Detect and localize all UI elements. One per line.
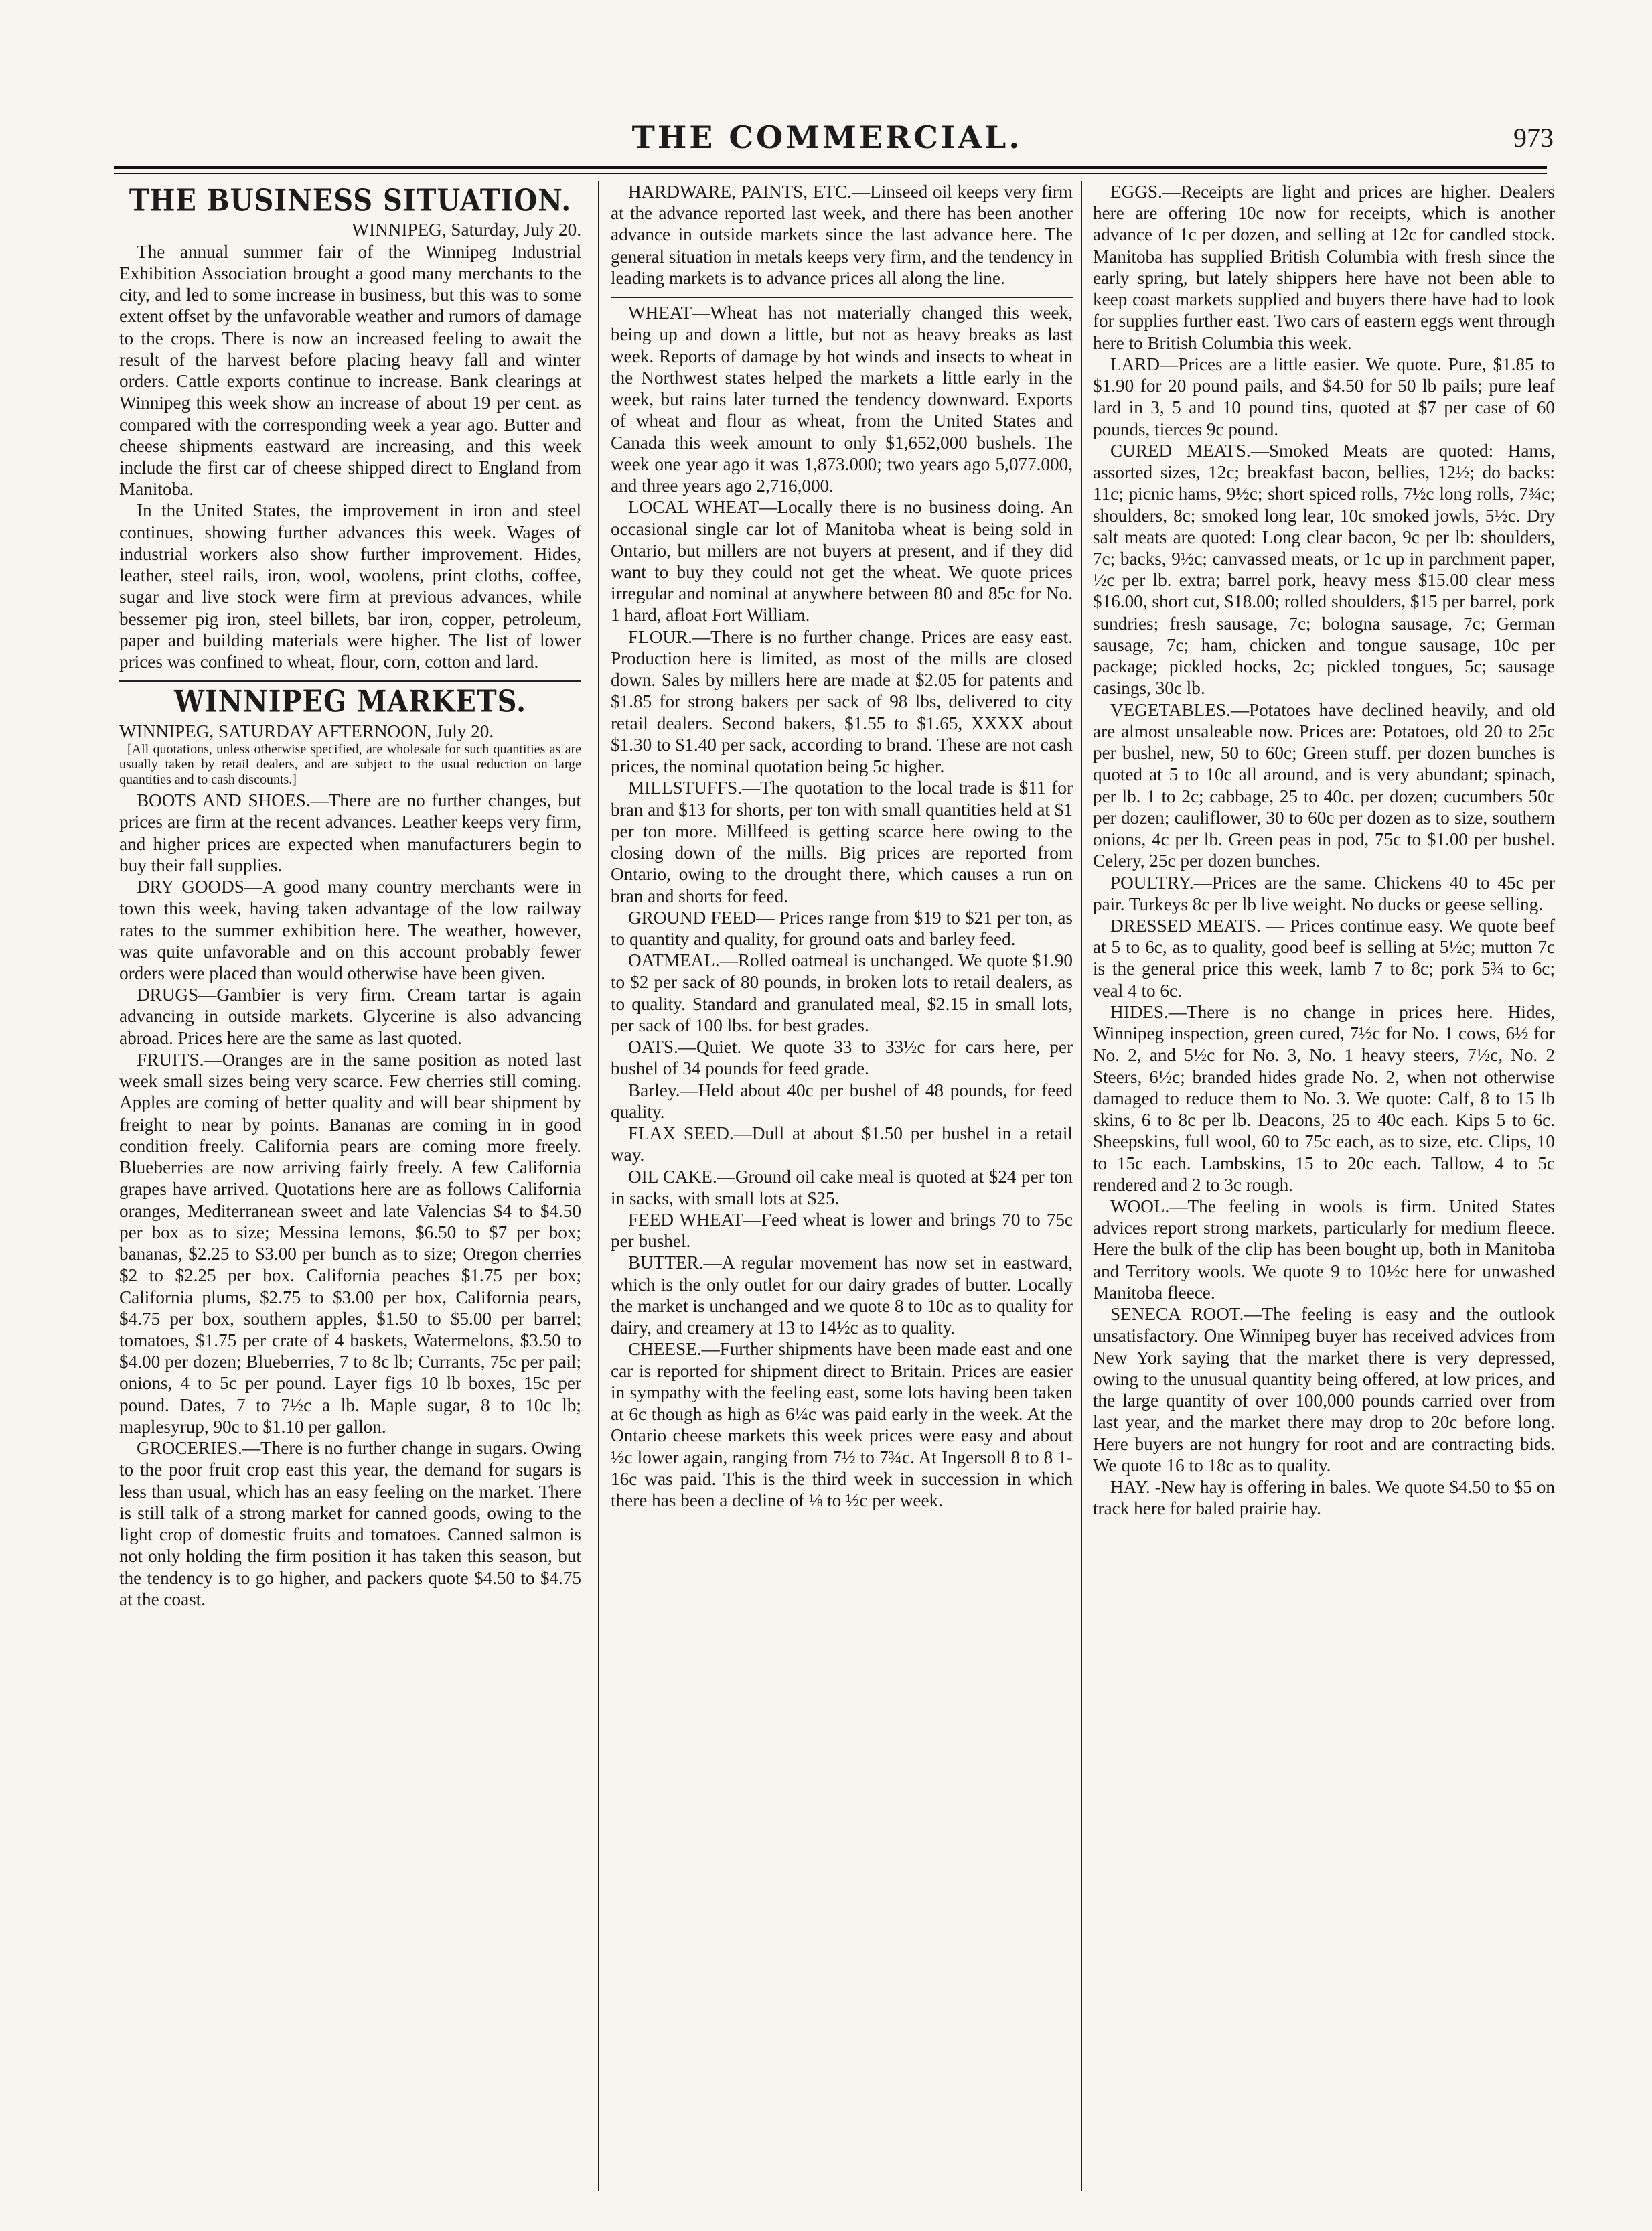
item-label: FEED WHEAT	[628, 1210, 743, 1230]
markets-heading: WINNIPEG MARKETS.	[173, 684, 527, 720]
item-text: —There is no further change in sugars. Owing to the poor fruit crop east this year, the demand for sugars is less than usual, which has an easy feeling on the market. There is still talk of a strong market for canned goods, owing to the light crop of domestic fruits and tomatoes. Canned salmon is not only holding the firm position it has taken this season, but the tendency is to go higher, and packers quote $4.50 to $4.75 at the coast.	[119, 1438, 581, 1609]
market-item	[1093, 354, 1555, 440]
market-item	[1093, 1476, 1555, 1519]
item-text: —Linseed oil keeps very firm at the advance reported last week, and there has been another advance in outside markets since the last advance here. The general situation in metals keeps very firm, and the tendency in leading markets is to advance prices all along the line.	[611, 182, 1073, 288]
item-label: MILLSTUFFS.	[628, 778, 742, 798]
item-text: —Ground oil cake meal is quoted at $24 per ton in sacks, with small lots at $25.	[611, 1166, 1073, 1208]
market-item	[611, 950, 1073, 1036]
item-text: —There are no further changes, but prices are firm at the recent advances. Leather keeps very firm, and higher prices are expected when manufacturers begin to buy their fall supplies.	[119, 790, 581, 875]
item-text: —The quotation to the local trade is $11 for bran and $13 for shorts, per ton with small quantities held at $1 per ton more. Millfeed is getting scarce here owing to the closing down of the mills. Big prices are reported from Ontario, owing to the drought there, which causes a run on bran and shorts for feed.	[611, 778, 1073, 906]
market-item	[611, 496, 1073, 626]
item-label: CHEESE.	[628, 1339, 702, 1360]
item-label: CURED MEATS.	[1110, 440, 1251, 461]
item-text: — Prices continue easy. We quote beef at 5 to 6c, as to quality, good beef is selling at 5½c; mutton 7c is the general price this week, lamb 7 to 8c; pork 5¾ to 6c; veal 4 to 6c.	[1093, 915, 1555, 1001]
item-text: —A good many country merchants were in town this week, having taken advantage of the low railway rates to the summer exhibition here. The weather, however, was quite unfavorable and on this account probably fewer orders were placed than would otherwise have been given.	[119, 877, 581, 983]
market-item	[611, 302, 1073, 496]
item-text: —Prices are the same. Chickens 40 to 45c per pair. Turkeys 8c per lb live weight. No ducks or geese selling.	[1093, 872, 1555, 914]
item-text: —Potatoes have declined heavily, and old are almost unsaleable now. Prices are: Potatoes, old 20 to 25c per bushel, new, 50 to 60c; Green stuff. per dozen bunches is quoted at 5 to 10c all around, and is very abundant; spinach, per lb. 1 to 2c; cabbage, 25 to 40c. per dozen; cucumbers 50c per dozen; cauliflower, 30 to 60c per dozen as to size, southern onions, 4c per lb. Green peas in pod, 75c to $1.00 per bushel. Celery, 25c per dozen bunches.	[1093, 699, 1555, 871]
item-label: FLOUR.	[628, 626, 692, 647]
item-text: —Further shipments have been made east and one car is reported for shipment direct to Britain. Prices are easier in sympathy with the feeling east, some lots having been taken at 6c though as high as 6¼c was paid early in the week. At the Ontario cheese markets this week prices were easy and about ½c lower again, ranging from 7½ to 7¾c. At Ingersoll 8 to 8 1-16c was paid. This is the third week in succession in which there has been a decline of ⅛ to ½c per week.	[611, 1339, 1073, 1511]
page-header	[100, 119, 1554, 166]
market-item	[611, 1338, 1073, 1511]
market-item	[119, 876, 581, 984]
market-item	[611, 777, 1073, 906]
item-text: —Wheat has not materially changed this week, being up and down a little, but not as heavy breaks as last week. Reports of damage by hot winds and insects to wheat in the Northwest states helped the markets a little early in the week, but rains later turned the tendency downward. Exports of wheat and flour as wheat, from the United States and Canada this week amount to only $1,652,000 bushels. The week one year ago it was 1,873.000; two years ago 5,077.000, and three years ago 2,716,000.	[611, 303, 1073, 496]
markets-dateline: WINNIPEG, SATURDAY AFTERNOON, July 20.	[119, 721, 494, 741]
market-item	[611, 1166, 1073, 1209]
market-item	[119, 1437, 581, 1610]
item-label: HIDES.	[1110, 1001, 1169, 1022]
item-label: WOOL.	[1110, 1196, 1170, 1217]
market-item	[611, 1036, 1073, 1079]
market-item	[1093, 1303, 1555, 1476]
item-text: — Prices range from $19 to $21 per ton, as to quantity and quality, for ground oats and barley feed.	[611, 907, 1073, 949]
item-label: HAY.	[1110, 1477, 1150, 1498]
item-label: GROUND FEED	[628, 907, 757, 928]
item-label: FRUITS.	[137, 1049, 204, 1070]
item-label: EGGS.	[1110, 182, 1162, 202]
section-divider	[119, 680, 581, 682]
market-item	[611, 1209, 1073, 1252]
market-item	[611, 181, 1073, 289]
item-text: —There is no further change. Prices are easy east. Production here is limited, as most of the mills are closed down. Sales by millers here are made at $2.05 for patents and $1.85 for strong bakers per sack of 98 lbs, delivered to city retail dealers. Second bakers, $1.55 to $1.65, XXXX about $1.30 to $1.40 per sack, according to brand. These are not cash prices, the nominal quotation being 5c higher.	[611, 626, 1073, 777]
item-text: -New hay is offering in bales. We quote $4.50 to $5 on track here for baled prairie hay.	[1093, 1477, 1555, 1519]
market-item	[611, 1252, 1073, 1338]
column-2	[611, 181, 1073, 1511]
market-item	[1093, 872, 1555, 915]
item-text: —Gambier is very firm. Cream tartar is again advancing in outside markets. Glycerine is also advancing abroad. Prices here are the same as last quoted.	[119, 985, 581, 1048]
item-label: FLAX SEED.	[628, 1123, 734, 1144]
item-label: VEGETABLES.	[1110, 699, 1231, 720]
market-item	[611, 1123, 1073, 1165]
business-paragraph: In the United States, the improvement in iron and steel continues, showing further advances this week. Wages of industrial workers also show further improvement. Hides, leather, steel rails, iron, wool, woolens, print cloths, coffee, sugar and live stock were firm at previous advances, while bessemer pig iron, steel billets, bar iron, copper, petroleum, paper and building materials were higher. The list of lower prices was confined to wheat, flour, corn, cotton and lard.	[119, 500, 581, 672]
header-rule-thick	[114, 166, 1547, 169]
business-paragraph: The annual summer fair of the Winnipeg Industrial Exhibition Association brought a good many merchants to the city, and led to some increase in business, but this was to some extent offset by the unfavorable weather and rumors of damage to the crops. There is now an increased feeling to await the result of the harvest before placing heavy fall and winter orders. Cattle exports continue to increase. Bank clearings at Winnipeg this week show an increase of about 19 per cent. as compared with the corresponding week a year ago. Butter and cheese shipments eastward are increasing, and this week include the first car of cheese shipped direct to England from Manitoba.	[119, 241, 581, 500]
item-label: LARD	[1110, 354, 1160, 374]
item-label: HARDWARE, PAINTS, ETC.	[628, 182, 852, 202]
market-item	[1093, 1001, 1555, 1196]
item-text: —Locally there is no business doing. An occasional single car lot of Manitoba wheat is being sold in Ontario, but millers are not buyers at present, and if they did want to buy they could not get the wheat. We quote prices irregular and nominal at anywhere between 80 and 85c for No. 1 hard, afloat Fort William.	[611, 497, 1073, 626]
market-item	[611, 626, 1073, 778]
market-item	[1093, 699, 1555, 872]
item-text: —Prices are a little easier. We quote. Pure, $1.85 to $1.90 for 20 pound pails, and $4.50 for 50 lb pails; pure leaf lard in 3, 5 and 10 pound tins, quoted at $7 per case of 60 pounds, tierces 9c pound.	[1093, 354, 1555, 439]
item-label: OATMEAL.	[628, 950, 720, 971]
item-label: DRUGS	[137, 985, 199, 1005]
item-text: —Rolled oatmeal is unchanged. We quote $1.90 to $2 per sack of 80 pounds, in broken lots to retail dealers, as to quality. Standard and granulated meal, $2.15 in small lots, per sack of 100 lbs. for best grades.	[611, 950, 1073, 1035]
market-item	[611, 1080, 1073, 1123]
market-item	[1093, 1196, 1555, 1303]
item-text: —Held about 40c per bushel of 48 pounds, for feed quality.	[611, 1080, 1073, 1122]
column-divider	[598, 181, 599, 2191]
item-text: —Feed wheat is lower and brings 70 to 75c per bushel.	[611, 1210, 1073, 1252]
item-label: GROCERIES.	[137, 1438, 242, 1459]
market-item	[611, 907, 1073, 950]
market-item	[1093, 181, 1555, 354]
item-label: BOOTS AND SHOES.	[137, 790, 311, 811]
item-label: OIL CAKE.	[628, 1166, 717, 1187]
item-label: Barley.	[628, 1080, 680, 1100]
market-item	[1093, 915, 1555, 1001]
item-text: —Dull at about $1.50 per bushel in a retail way.	[611, 1123, 1073, 1165]
item-text: —There is no change in prices here. Hides, Winnipeg inspection, green cured, 7½c for No. 1 cows, 6½ for No. 2, and 5½c for No. 3, No. 1 heavy steers, 7½c, No. 2 Steers, 6½c; branded hides grade No. 2, when not otherwise damaged to reduce them to No. 3. We quote: Calf, 8 to 15 lb skins, 6 to 8c per lb. Deacons, 25 to 40c each. Kips 5 to 6c. Sheepskins, full wool, 60 to 75c each, as to size, etc. Clips, 10 to 15c each. Lambskins, 15 to 20c each. Tallow, 4 to 5c rendered and 2 to 3c rough.	[1093, 1001, 1555, 1195]
item-text: —The feeling in wools is firm. United States advices report strong markets, particularly for medium fleece. Here the bulk of the clip has been bought up, both in Manitoba and Territory wools. We quote 9 to 10½c here for unwashed Manitoba fleece.	[1093, 1196, 1555, 1303]
header-rule-thin	[114, 173, 1547, 174]
column-1	[119, 181, 581, 1610]
market-item	[119, 790, 581, 876]
item-label: SENECA ROOT.	[1110, 1304, 1244, 1325]
item-text: —The feeling is easy and the outlook unsatisfactory. One Winnipeg buyer has received advices from New York saying that the market there is very depressed, owing to the unusual quantity being offered, at low prices, and the large quantity of over 100,000 pounds carried over from last year, and the market there may drop to 20c before long. Here buyers are not hungry for root and are contracting bids. We quote 16 to 18c as to quality.	[1093, 1304, 1555, 1476]
item-label: DRESSED MEATS.	[1110, 915, 1261, 936]
item-text: —Receipts are light and prices are higher. Dealers here are offering 10c now for receipts, which is another advance of 1c per dozen, and selling at 12c for candled stock. Manitoba has supplied British Columbia with fresh since the early spring, but lately shippers here have not been able to keep coast markets supplied and buyers there have had to look for supplies further east. Two cars of eastern eggs went through here to British Columbia this week.	[1093, 182, 1555, 353]
item-label: POULTRY.	[1110, 872, 1194, 893]
market-item	[119, 984, 581, 1049]
item-text: —Oranges are in the same position as noted last week small sizes being very scarce. Few cherries still coming. Apples are coming of better quality and will bear shipment by freight to near by points. Bananas are coming in in good condition freely. California pears are coming more freely. Blueberries are now arriving fairly freely. A few California grapes have arrived. Quotations here are as follows California oranges, Mediterranean sweet and late Valencias $4 to $4.50 per box as to size; Messina lemons, $6.50 to $7 per box; bananas, $2.25 to $3.00 per bunch as to size; Oregon cherries $2 to $2.25 per box. California peaches $1.75 per box; California plums, $2.75 to $3.00 per box, California pears, $4.75 per box, southern apples, $1.50 to $5.00 per barrel; tomatoes, $1.75 per crate of 4 baskets, Watermelons, $3.50 to $4.00 per dozen; Blueberries, 7 to 8c lb; Currants, 75c per pail; onions, 4 to 5c per pound. Layer figs 10 lb boxes, 15c per pound. Dates, 7 to 7½c a lb. Maple sugar, 8 to 10c lb; maplesyrup, 90c to $1.10 per gallon.	[119, 1049, 581, 1437]
item-text: —A regular movement has now set in eastward, which is the only outlet for our dairy grades of butter. Locally the market is unchanged and we quote 8 to 10c as to quality for dairy, and creamery at 13 to 14½c as to quality.	[611, 1252, 1073, 1338]
item-label: WHEAT	[628, 303, 692, 323]
item-text: —Smoked Meats are quoted: Hams, assorted sizes, 12c; breakfast bacon, bellies, 12½; do backs: 11c; picnic hams, 9½c; short spiced rolls, 7½c long rolls, 7¾c; shoulders, 8c; smoked long lear, 10c smoked jowls, 5½c. Dry salt meats are quoted: Long clear bacon, 9c per lb: shoulders, 7c; backs, 9½c; canvassed meats, or 1c up in parchment paper, ½c per lb. extra; barrel pork, heavy mess $15.00 clear mess $16.00, short cut, $18.00; rolled shoulders, $15 per barrel, pork sundries; fresh sausage, 7c; bologna sausage, 7c; German sausage, 7c; ham, chicken and tongue sausage, 10c per package; pickled hocks, 2c; pickled tongues, 5c; sausage casings, 30c lb.	[1093, 440, 1555, 699]
item-label: LOCAL WHEAT	[628, 497, 759, 518]
item-label: DRY GOODS	[137, 877, 244, 897]
quotations-note: [All quotations, unless otherwise specified, are wholesale for such quantities as are usually taken by retail dealers, and are subject to the usual reduction on large quantities and to cash discounts.]	[119, 741, 581, 787]
section-divider	[611, 297, 1073, 298]
column-3	[1093, 181, 1555, 1520]
masthead-title: THE COMMERCIAL.	[631, 119, 1023, 155]
page-number: 973	[1513, 123, 1554, 153]
market-item	[1093, 440, 1555, 699]
business-heading: THE BUSINESS SITUATION.	[129, 183, 572, 218]
column-divider	[1081, 181, 1082, 2191]
item-label: BUTTER.	[628, 1252, 704, 1273]
market-item	[119, 1049, 581, 1437]
item-text: —Quiet. We quote 33 to 33½c for cars here, per bushel of 34 pounds for feed grade.	[611, 1037, 1073, 1079]
business-dateline: WINNIPEG, Saturday, July 20.	[352, 220, 581, 240]
item-label: OATS.	[628, 1037, 678, 1058]
